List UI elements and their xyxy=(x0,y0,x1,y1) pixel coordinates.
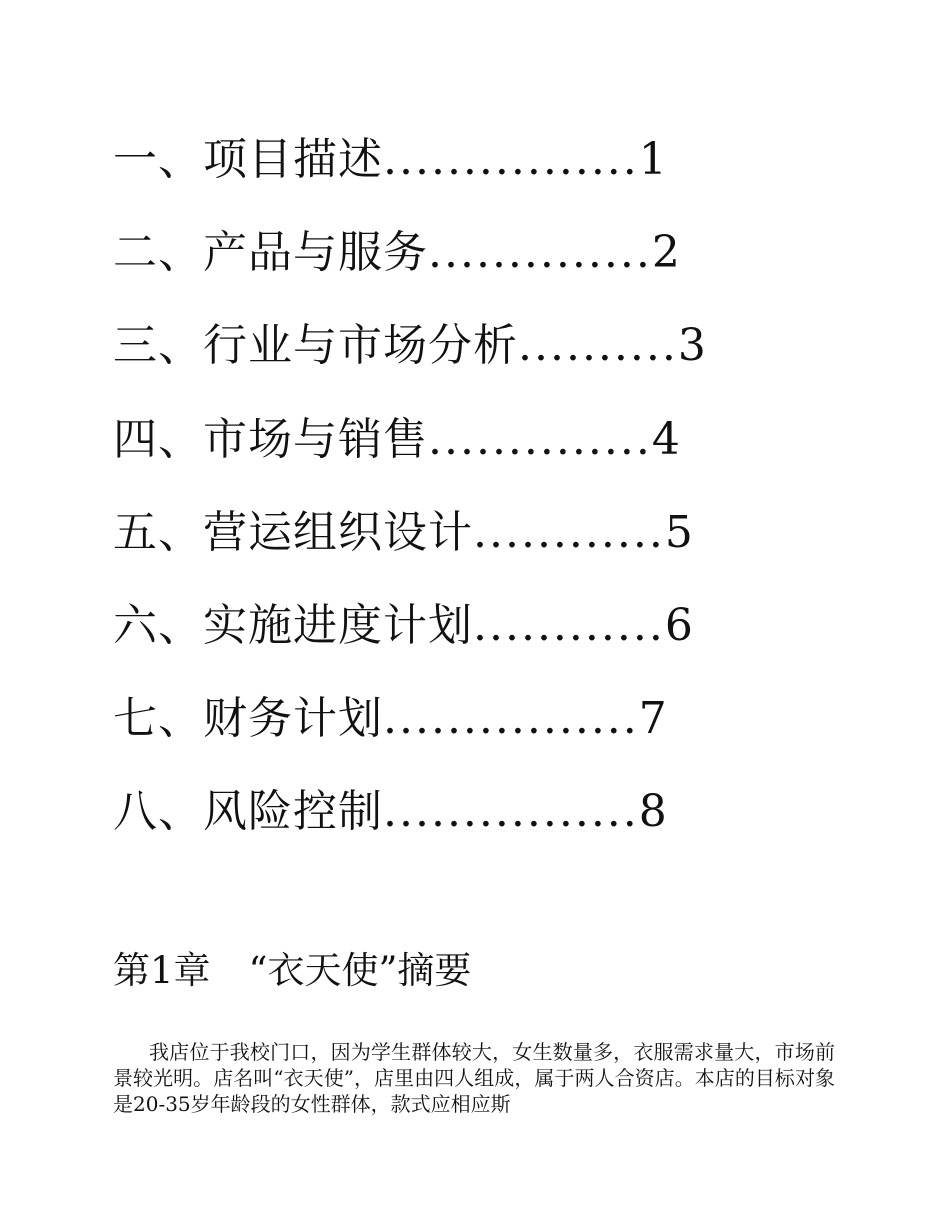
summary-paragraph: 我店位于我校门口，因为学生群体较大，女生数量多，衣服需求量大，市场前景较光明。店名叫“衣天使”，店里由四人组成，属于两人合资店。本店的目标对象是20-35岁年龄段的女性群体，款式应相应斯 xyxy=(113,1040,835,1116)
toc-leader-dots: ............ xyxy=(473,506,665,558)
toc-page-number: 5 xyxy=(664,506,694,558)
toc-page-number: 8 xyxy=(638,786,668,838)
toc-entry-title: 四、市场与销售 xyxy=(113,413,428,465)
toc-page-number: 7 xyxy=(638,693,668,745)
toc-page-number: 2 xyxy=(651,227,681,279)
toc-entry-title: 七、财务计划 xyxy=(113,693,383,745)
toc-entry-2[interactable] xyxy=(113,223,793,316)
table-of-contents xyxy=(113,130,793,876)
toc-entry-title: 五、营运组织设计 xyxy=(113,506,473,558)
toc-entry-7[interactable] xyxy=(113,689,793,782)
toc-entry-6[interactable] xyxy=(113,596,793,689)
toc-entry-title: 一、项目描述 xyxy=(113,134,383,185)
toc-page-number: 4 xyxy=(651,413,681,465)
toc-leader-dots: .......... xyxy=(518,320,678,372)
toc-page-number: 1 xyxy=(638,134,668,185)
toc-entry-5[interactable] xyxy=(113,503,793,596)
toc-entry-title: 二、产品与服务 xyxy=(113,227,428,279)
toc-entry-3[interactable] xyxy=(113,316,793,409)
toc-leader-dots: ............ xyxy=(473,599,665,651)
toc-leader-dots: .............. xyxy=(428,413,652,465)
toc-leader-dots: ................ xyxy=(383,786,639,838)
toc-leader-dots: .............. xyxy=(428,227,652,279)
toc-page-number: 6 xyxy=(664,599,694,651)
toc-leader-dots: ................ xyxy=(383,693,639,745)
toc-entry-1[interactable] xyxy=(113,130,793,223)
toc-entry-8[interactable] xyxy=(113,782,793,875)
toc-page-number: 3 xyxy=(677,320,707,372)
chapter-title: “衣天使”摘要 xyxy=(248,949,472,992)
toc-entry-4[interactable] xyxy=(113,410,793,503)
chapter-number: 第1章 xyxy=(113,949,211,992)
toc-leader-dots: ................ xyxy=(383,134,639,185)
toc-entry-title: 八、风险控制 xyxy=(113,786,383,838)
toc-entry-title: 六、实施进度计划 xyxy=(113,599,473,651)
chapter-heading xyxy=(113,945,471,997)
toc-entry-title: 三、行业与市场分析 xyxy=(113,320,518,372)
